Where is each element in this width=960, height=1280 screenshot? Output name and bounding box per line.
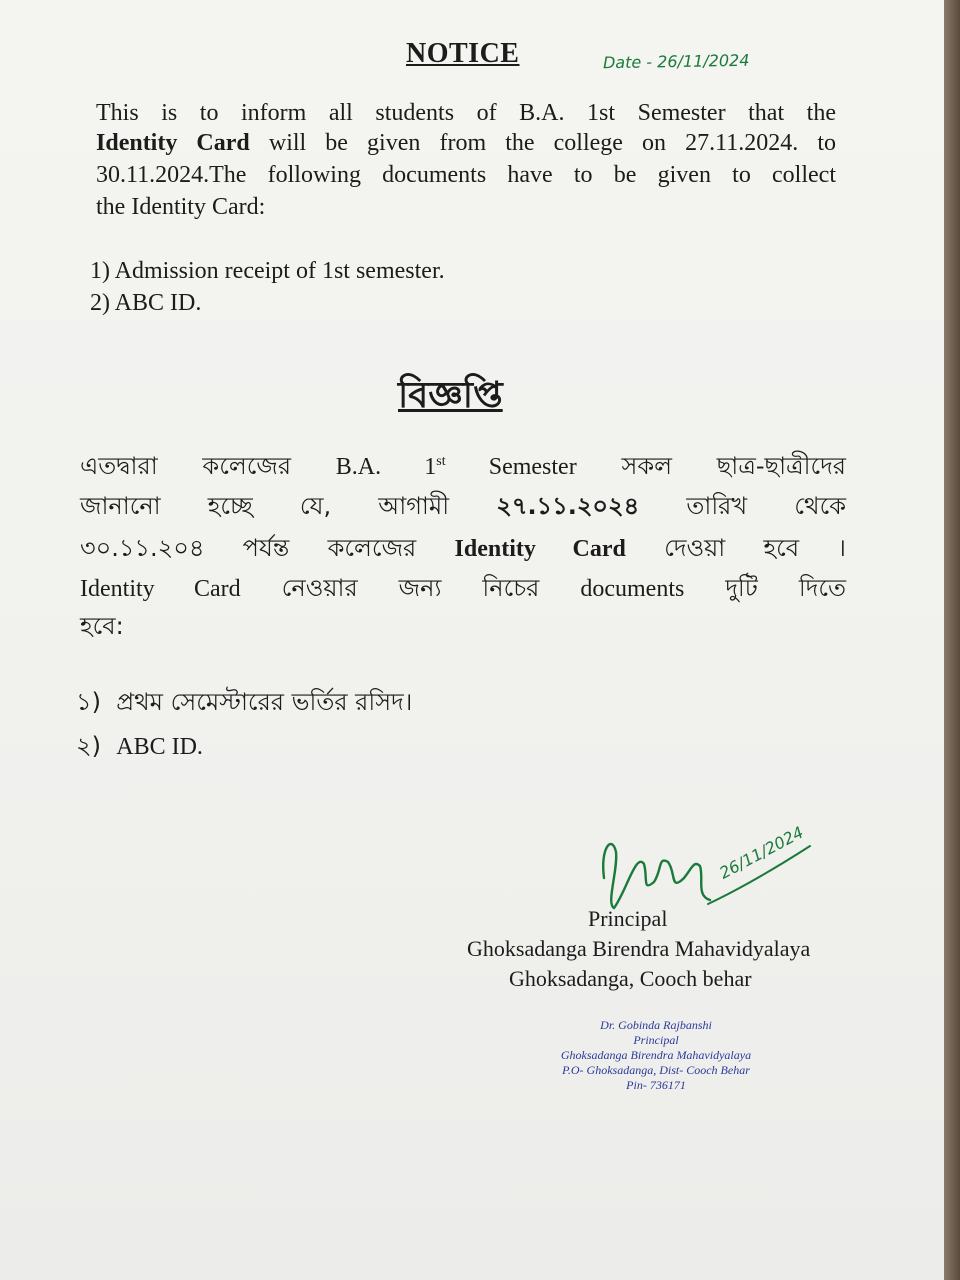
notice-line-2-rest: will be given from the college on 27.11.2024. to — [249, 130, 837, 156]
notice-line-4: the Identity Card: — [96, 194, 266, 220]
notice-item-1: 1) Admission receipt of 1st semester. — [90, 258, 445, 284]
stamp-college: Ghoksadanga Birendra Mahavidyalaya — [560, 1048, 752, 1062]
handwritten-date: Date - 26/11/2024 — [602, 50, 750, 73]
bn-item-1-text: প্রথম সেমেস্টারের ভর্তির রসিদ। — [116, 688, 413, 716]
identity-card-bold: Identity Card — [96, 130, 250, 156]
bn-l4-b: নেওয়ার জন্য নিচের — [240, 574, 581, 602]
bn-item-2-text: ABC ID. — [116, 734, 203, 760]
bn-l1-b: B.A. 1 — [335, 454, 437, 480]
stamp-pin: Pin- 736171 — [626, 1078, 686, 1092]
college-name: Ghoksadanga Birendra Mahavidyalaya — [467, 936, 811, 961]
bn-l4-c: documents — [580, 576, 685, 602]
bn-l2-a: জানানো হচ্ছে যে, আগামী — [80, 492, 497, 520]
notice-line-3: 30.11.2024.The following documents have to be given to collect — [96, 162, 836, 188]
bn-l1-sup: st — [436, 454, 446, 469]
bn-l3-a: ৩০.১১.২০৪ পর্যন্ত কলেজের — [80, 534, 455, 562]
signature-date: 26/11/2024 — [716, 822, 807, 883]
bengali-line-1 — [80, 448, 846, 488]
principal-designation: Principal — [588, 906, 668, 931]
notice-title: NOTICE — [406, 38, 520, 69]
bengali-line-2 — [80, 488, 846, 528]
bengali-item-1 — [76, 684, 412, 724]
bn-item-2-num: ২) — [76, 732, 101, 760]
stamp-name: Dr. Gobinda Rajbanshi — [600, 1018, 712, 1032]
bn-l4-d: দুটি দিতে — [684, 574, 846, 602]
notice-line-1: This is to inform all students of B.A. 1st Semester that the — [96, 100, 836, 126]
stamp-address: P.O- Ghoksadanga, Dist- Cooch Behar — [562, 1063, 750, 1077]
bn-l1-d: সকল ছাত্র-ছাত্রীদের — [576, 452, 847, 480]
bengali-item-2 — [76, 728, 203, 768]
bn-l4-a: Identity Card — [80, 576, 241, 602]
bengali-title: বিজ্ঞপ্তি — [398, 375, 503, 416]
bengali-line-3 — [80, 530, 846, 570]
notice-item-2: 2) ABC ID. — [90, 290, 202, 316]
bengali-line-4 — [80, 570, 846, 610]
college-place: Ghoksadanga, Cooch behar — [509, 966, 752, 991]
bengali-line-5: হবে: — [80, 612, 124, 640]
notice-line-2 — [96, 130, 836, 157]
bn-l1-a: এতদ্বারা কলেজের — [80, 452, 336, 480]
bn-l2-date: ২৭.১১.২০২৪ — [496, 492, 640, 520]
stamp-designation: Principal — [633, 1033, 679, 1047]
principal-stamp — [556, 1018, 756, 1093]
bn-l3-c: দেওয়া হবে । — [625, 534, 847, 562]
table-edge — [944, 0, 960, 1280]
bn-l3-id-card: Identity Card — [454, 536, 626, 562]
bn-l1-c: Semester — [445, 454, 577, 480]
bn-l2-c: তারিখ থেকে — [639, 492, 846, 520]
bn-item-1-num: ১) — [76, 688, 101, 716]
